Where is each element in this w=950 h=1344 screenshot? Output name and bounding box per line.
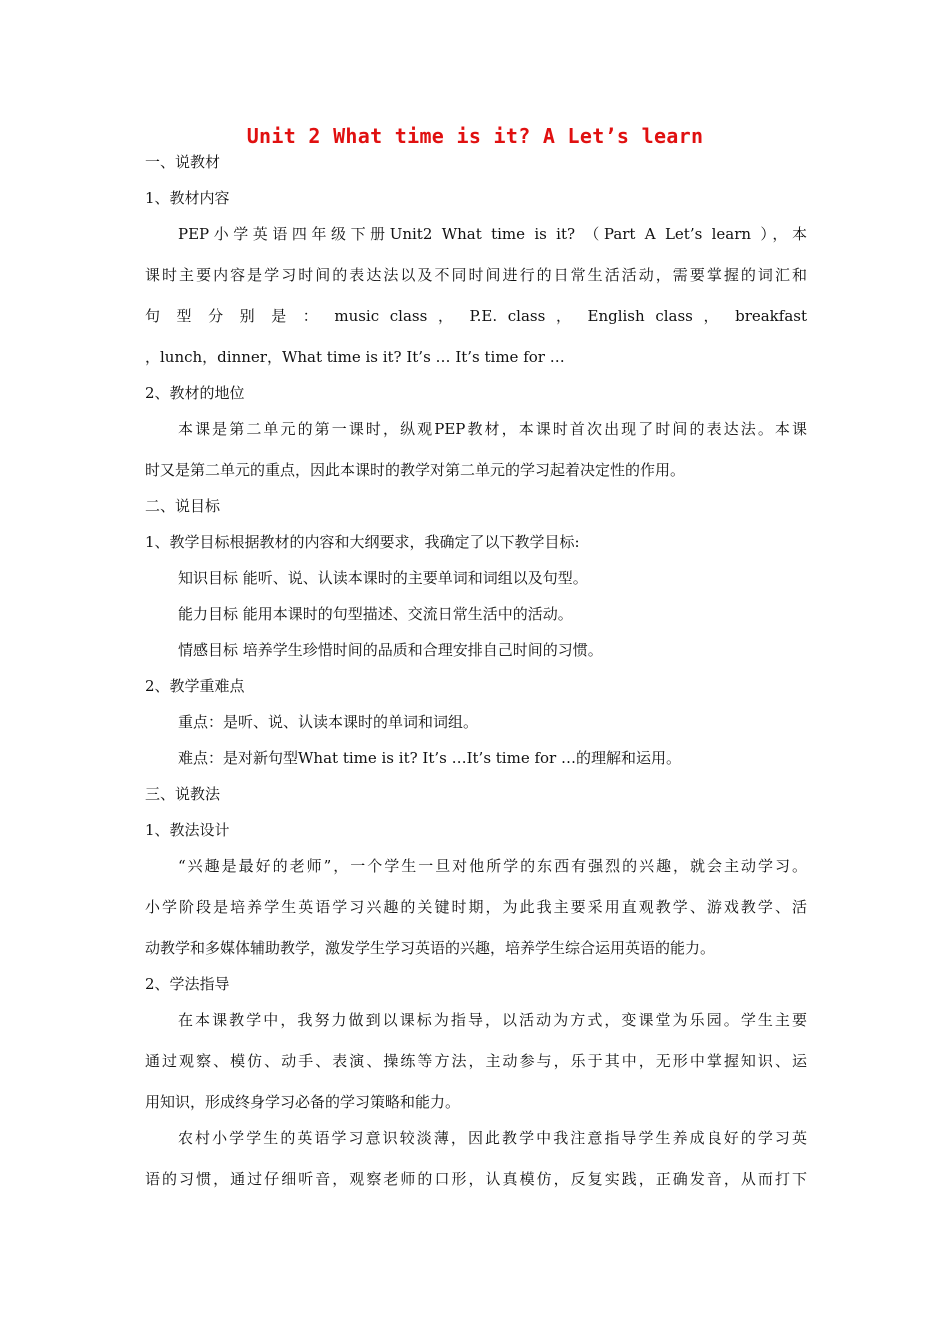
section-heading: 二、说目标	[145, 497, 221, 515]
document-title: Unit 2 What time is it? A Let’s learn	[246, 124, 704, 148]
paragraph-line: 时又是第二单元的重点，因此本课时的教学对第二单元的学习起着决定性的作用。	[145, 461, 686, 479]
subsection-heading: 2、学法指导	[145, 975, 230, 993]
paragraph-line: 句 型 分 别 是 ： music class ， P.E. class ， English class ， breakfast	[145, 307, 807, 325]
paragraph-line: 小学阶段是培养学生英语学习兴趣的关键时期，为此我主要采用直观教学、游戏教学、活	[145, 898, 807, 916]
paragraph-line: ，lunch，dinner，What time is it? It’s … It’s time for …	[145, 348, 565, 366]
paragraph-line: 语的习惯，通过仔细听音，观察老师的口形，认真模仿，反复实践，正确发音，从而打下	[145, 1170, 807, 1188]
section-heading: 一、说教材	[145, 153, 221, 171]
paragraph-line: PEP小学英语四年级下册Unit2 What time is it? （Part A Let’s learn ），本	[178, 225, 807, 243]
paragraph-line: 农村小学学生的英语学习意识较淡薄，因此教学中我注意指导学生养成良好的学习英	[178, 1129, 807, 1147]
goal-line: 情感目标 培养学生珍惜时间的品质和合理安排自己时间的习惯。	[178, 641, 603, 659]
paragraph-line: 本课是第二单元的第一课时，纵观PEP教材，本课时首次出现了时间的表达法。本课	[178, 420, 807, 438]
subsection-heading: 1、教法设计	[145, 821, 230, 839]
paragraph-line: 通过观察、模仿、动手、表演、操练等方法，主动参与，乐于其中，无形中掌握知识、运	[145, 1052, 807, 1070]
paragraph-line: 动教学和多媒体辅助教学，激发学生学习英语的兴趣，培养学生综合运用英语的能力。	[145, 939, 716, 957]
subsection-heading: 1、教材内容	[145, 189, 230, 207]
paragraph-line: 用知识，形成终身学习必备的学习策略和能力。	[145, 1093, 461, 1111]
difficult-point-line: 难点：是对新句型What time is it? It’s …It’s time for …的理解和运用。	[178, 749, 681, 767]
key-point-line: 重点：是听、说、认读本课时的单词和词组。	[178, 713, 479, 731]
subsection-heading: 2、教材的地位	[145, 384, 245, 402]
paragraph-line: “兴趣是最好的老师”，一个学生一旦对他所学的东西有强烈的兴趣，就会主动学习。	[178, 857, 807, 875]
subsection-heading: 1、教学目标根据教材的内容和大纲要求，我确定了以下教学目标:	[145, 533, 580, 551]
goal-line: 知识目标 能听、说、认读本课时的主要单词和词组以及句型。	[178, 569, 588, 587]
subsection-heading: 2、教学重难点	[145, 677, 245, 695]
section-heading: 三、说教法	[145, 785, 221, 803]
paragraph-line: 在本课教学中，我努力做到以课标为指导，以活动为方式，变课堂为乐园。学生主要	[178, 1011, 807, 1029]
goal-line: 能力目标 能用本课时的句型描述、交流日常生活中的活动。	[178, 605, 573, 623]
paragraph-line: 课时主要内容是学习时间的表达法以及不同时间进行的日常生活活动，需要掌握的词汇和	[145, 266, 807, 284]
